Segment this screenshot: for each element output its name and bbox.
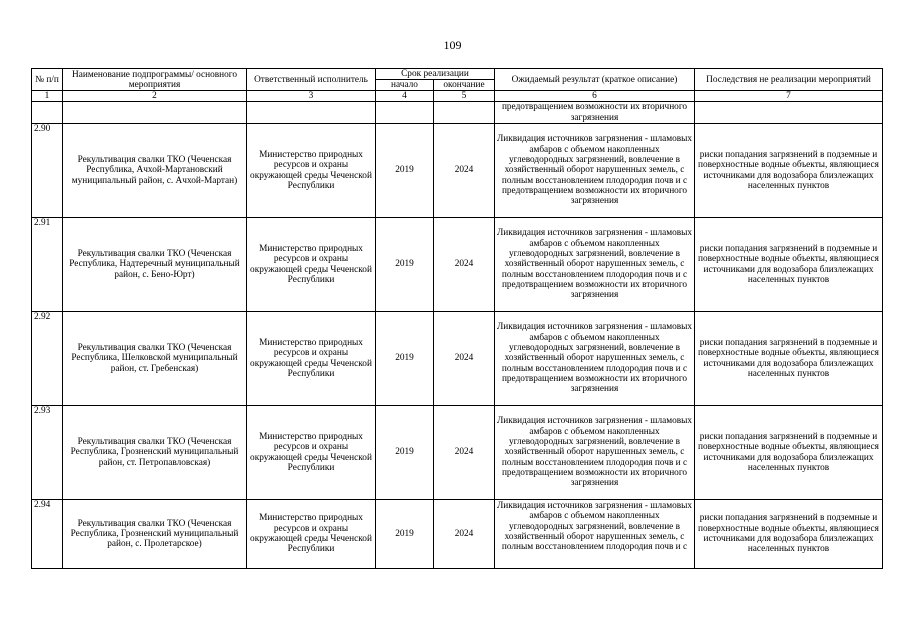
cell-end: [434, 102, 495, 124]
table-row: [32, 500, 883, 569]
header-start: начало: [376, 80, 434, 91]
cell-consequences: [695, 102, 883, 124]
header-result: Ожидаемый результат (краткое описание): [495, 69, 695, 91]
cell-consequences: риски попадания загрязнений в подземные и поверхностные водные объекты, являющиеся источниками для водозабора близлежащих населенных пунктов: [695, 124, 883, 218]
cell-start: 2019: [376, 312, 434, 406]
cell-end: 2024: [434, 124, 495, 218]
cell-name: Рекультивация свалки ТКО (Чеченская Республика, Шелковской муниципальный район, ст. Гребенская): [63, 312, 247, 406]
cell-result: Ликвидация источников загрязнения - шламовых амбаров с объемом накопленных углеводородных загрязнений, вовлечение в хозяйственный оборот нарушенных земель, с полным восстановлением плодородия почв и с предотвращением возможности их вторичного загрязнения: [495, 124, 695, 218]
cell-start: [376, 102, 434, 124]
index-cell: 5: [434, 91, 495, 102]
measures-table: [31, 68, 883, 569]
index-cell: 2: [63, 91, 247, 102]
header-num: № п/п: [32, 69, 63, 91]
cell-executor: Министерство природных ресурсов и охраны окружающей среды Чеченской Республики: [247, 500, 376, 569]
index-cell: 7: [695, 91, 883, 102]
cell-executor: Министерство природных ресурсов и охраны окружающей среды Чеченской Республики: [247, 406, 376, 500]
cell-start: 2019: [376, 406, 434, 500]
cell-result: Ликвидация источников загрязнения - шламовых амбаров с объемом накопленных углеводородных загрязнений, вовлечение в хозяйственный оборот нарушенных земель, с полным восстановлением плодородия почв и с предотвращением возможности их вторичного загрязнения: [495, 312, 695, 406]
cell-executor: Министерство природных ресурсов и охраны окружающей среды Чеченской Республики: [247, 124, 376, 218]
cell-num: 2.93: [32, 406, 63, 500]
cell-num: 2.90: [32, 124, 63, 218]
table-row: [32, 124, 883, 218]
continuation-row: [32, 102, 883, 124]
cell-start: 2019: [376, 124, 434, 218]
page-number: 109: [443, 38, 462, 52]
cell-name: Рекультивация свалки ТКО (Чеченская Республика, Ачхой-Мартановский муниципальный район, с. Ачхой-Мартан): [63, 124, 247, 218]
cell-end: 2024: [434, 312, 495, 406]
cell-result: Ликвидация источников загрязнения - шламовых амбаров с объемом накопленных углеводородных загрязнений, вовлечение в хозяйственный оборот нарушенных земель, с полным восстановлением плодородия почв и с предотвращением возможности их вторичного загрязнения: [495, 218, 695, 312]
cell-num: 2.94: [32, 500, 63, 569]
cell-executor: [247, 102, 376, 124]
cell-executor: Министерство природных ресурсов и охраны окружающей среды Чеченской Республики: [247, 218, 376, 312]
cell-consequences: риски попадания загрязнений в подземные и поверхностные водные объекты, являющиеся источниками для водозабора близлежащих населенных пунктов: [695, 312, 883, 406]
table-row: [32, 312, 883, 406]
cell-num: 2.91: [32, 218, 63, 312]
cell-name: Рекультивация свалки ТКО (Чеченская Республика, Грозненский муниципальный район, ст. Петропавловская): [63, 406, 247, 500]
table-row: [32, 218, 883, 312]
header-end: окончание: [434, 80, 495, 91]
index-cell: 1: [32, 91, 63, 102]
cell-consequences: риски попадания загрязнений в подземные и поверхностные водные объекты, являющиеся источниками для водозабора близлежащих населенных пунктов: [695, 218, 883, 312]
cell-end: 2024: [434, 500, 495, 569]
cell-num: 2.92: [32, 312, 63, 406]
cell-start: 2019: [376, 500, 434, 569]
header-executor: Ответственный исполнитель: [247, 69, 376, 91]
cell-end: 2024: [434, 218, 495, 312]
cell-num: [32, 102, 63, 124]
header-name: Наименование подпрограммы/ основного мероприятия: [63, 69, 247, 91]
header-row-1: [32, 69, 883, 80]
cell-consequences: риски попадания загрязнений в подземные и поверхностные водные объекты, являющиеся источниками для водозабора близлежащих населенных пунктов: [695, 406, 883, 500]
cell-start: 2019: [376, 218, 434, 312]
cell-consequences: риски попадания загрязнений в подземные и поверхностные водные объекты, являющиеся источниками для водозабора близлежащих населенных пунктов: [695, 500, 883, 569]
header-consequences: Последствия не реализации мероприятий: [695, 69, 883, 91]
index-cell: 3: [247, 91, 376, 102]
cell-result: Ликвидация источников загрязнения - шламовых амбаров с объемом накопленных углеводородных загрязнений, вовлечение в хозяйственный оборот нарушенных земель, с полным восстановлением плодородия почв и с: [495, 500, 695, 569]
index-cell: 4: [376, 91, 434, 102]
header-period: Срок реализации: [376, 69, 495, 80]
cell-name: Рекультивация свалки ТКО (Чеченская Республика, Грозненский муниципальный район, с. Пролетарское): [63, 500, 247, 569]
cell-name: [63, 102, 247, 124]
cell-executor: Министерство природных ресурсов и охраны окружающей среды Чеченской Республики: [247, 312, 376, 406]
cell-name: Рекультивация свалки ТКО (Чеченская Республика, Надтеречный муниципальный район, с. Бено-Юрт): [63, 218, 247, 312]
table-row: [32, 406, 883, 500]
index-row: [32, 91, 883, 102]
cell-end: 2024: [434, 406, 495, 500]
index-cell: 6: [495, 91, 695, 102]
cell-result: Ликвидация источников загрязнения - шламовых амбаров с объемом накопленных углеводородных загрязнений, вовлечение в хозяйственный оборот нарушенных земель, с полным восстановлением плодородия почв и с предотвращением возможности их вторичного загрязнения: [495, 406, 695, 500]
cell-result: предотвращением возможности их вторичного загрязнения: [495, 102, 695, 124]
